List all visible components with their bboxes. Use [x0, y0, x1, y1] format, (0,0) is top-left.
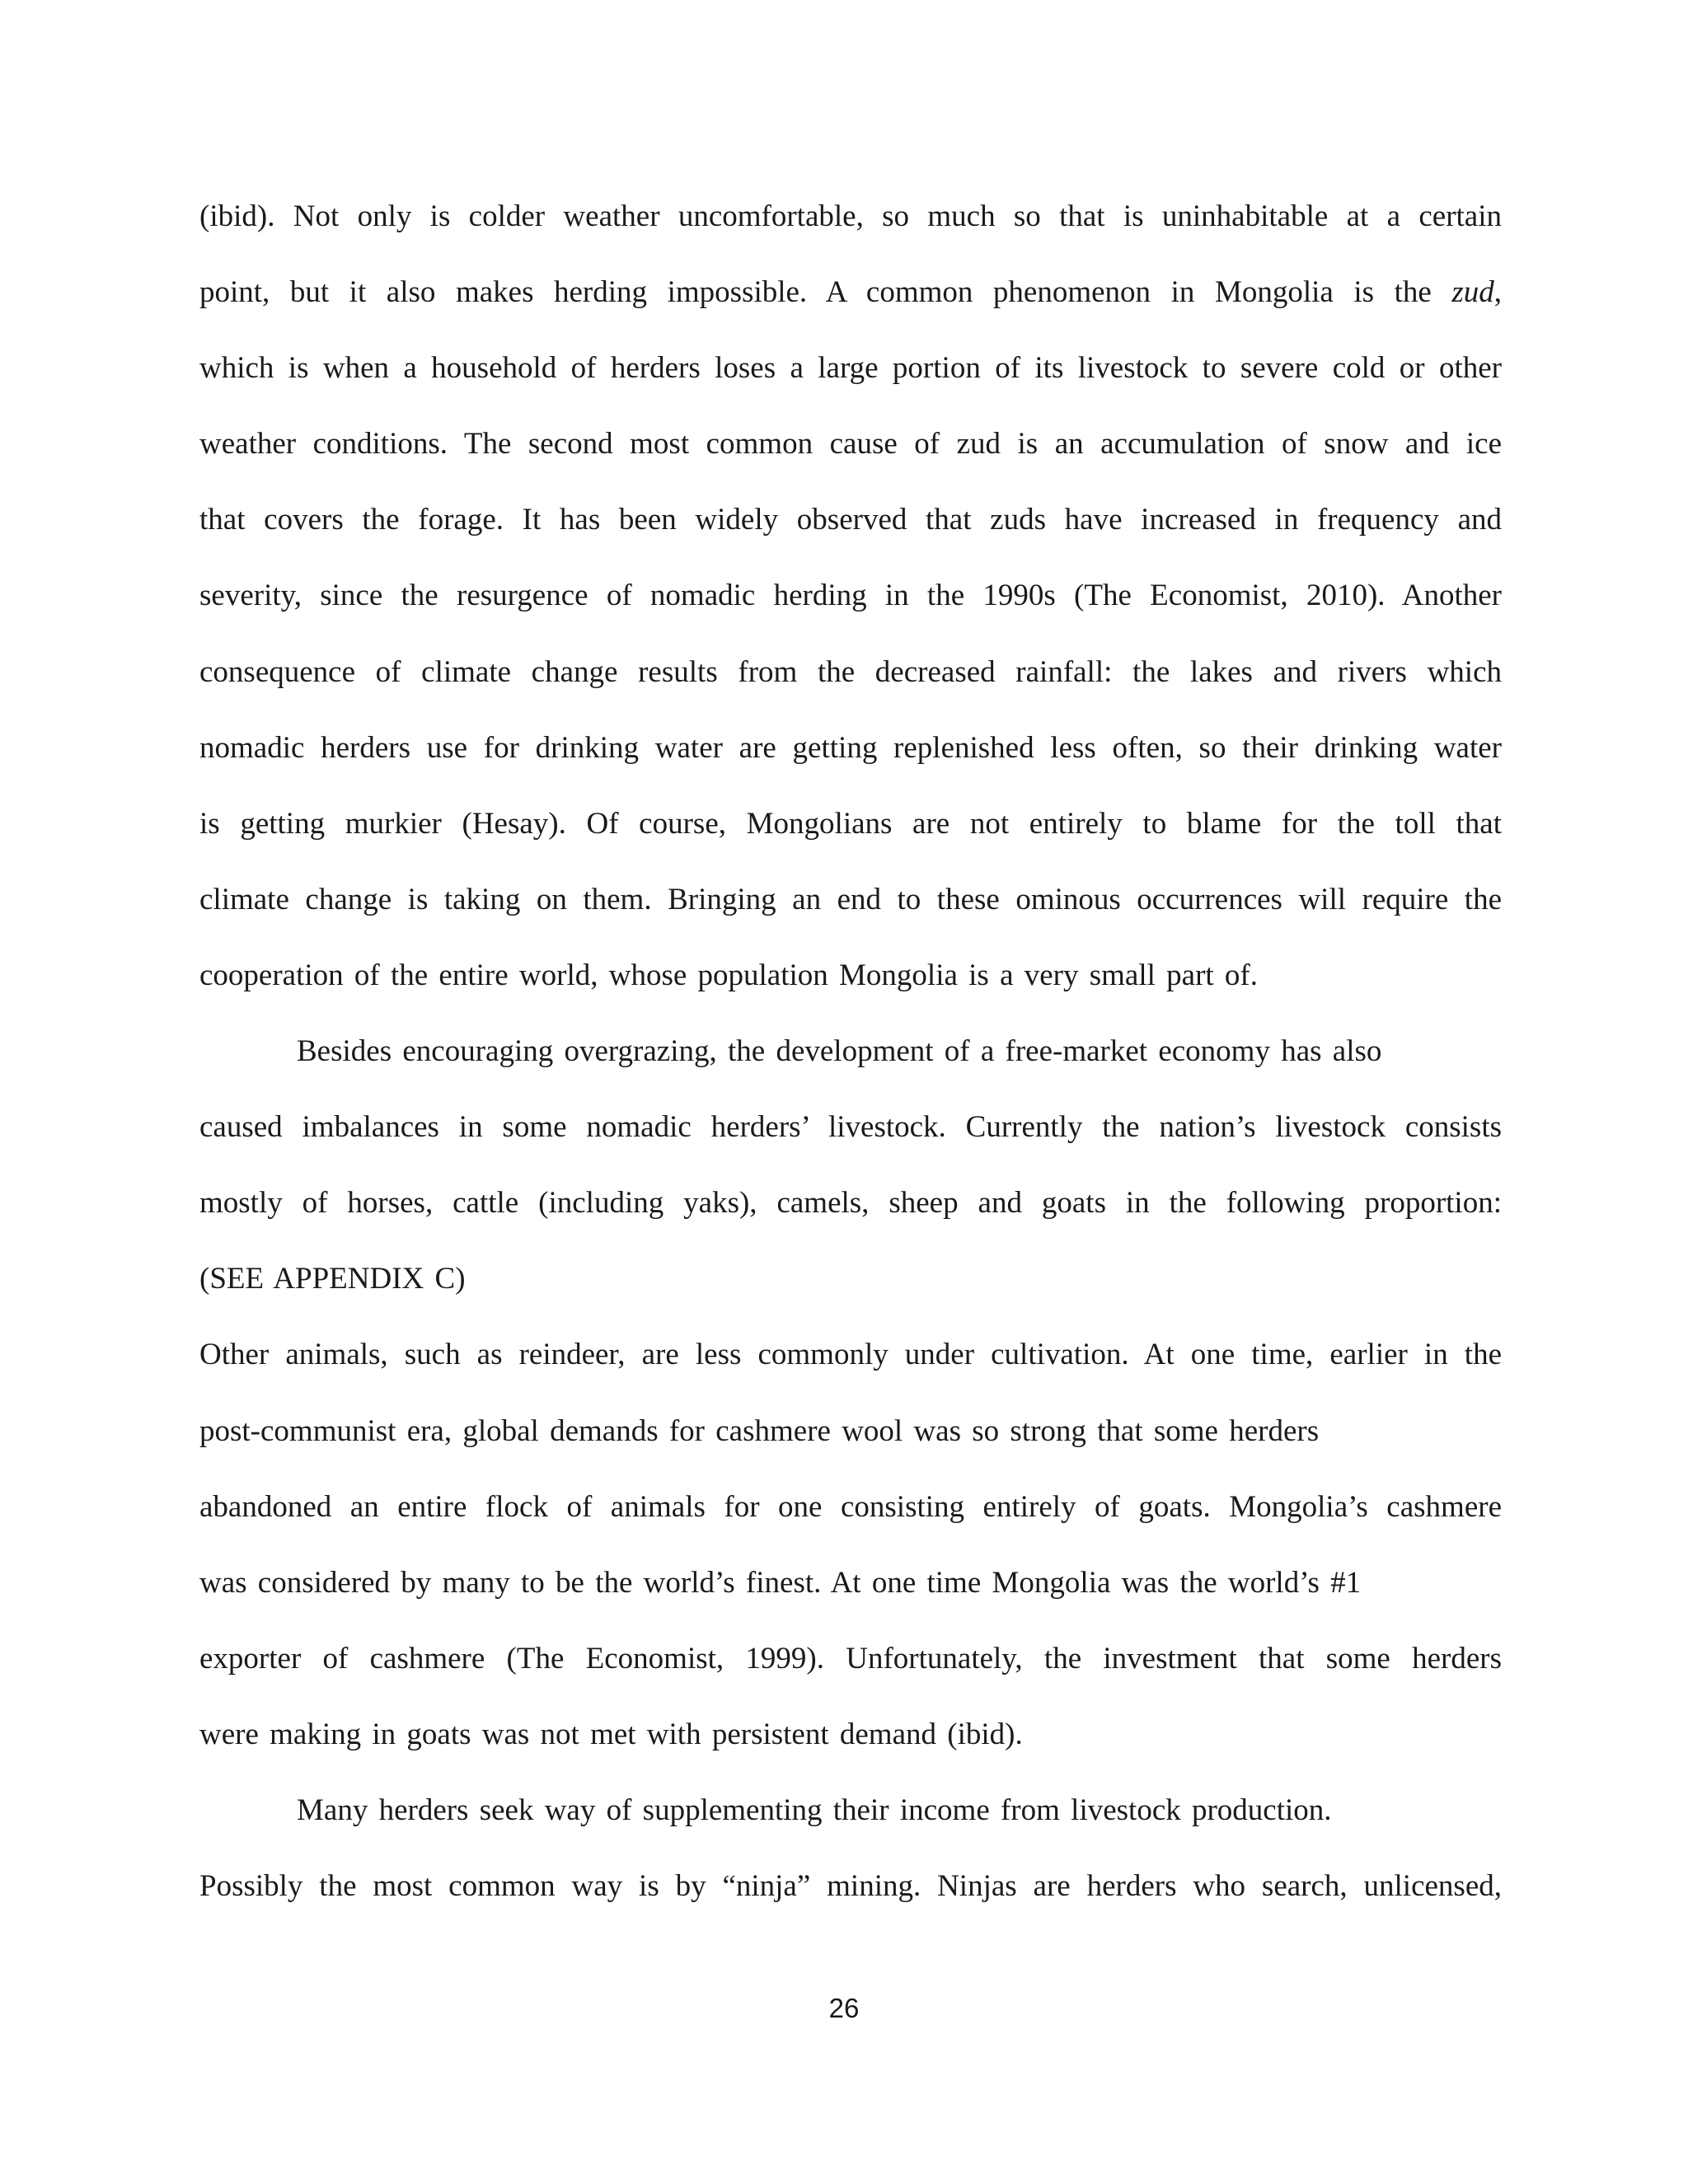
text-line: abandoned an entire flock of animals for one consisting entirely of goats. Mongolia’s cashmere: [199, 1489, 1502, 1524]
text-segment: point, but it also makes herding impossible. A common phenomenon in Mongolia is the: [199, 275, 1452, 310]
text-line: was considered by many to be the world’s finest. At one time Mongolia was the world’s #1: [199, 1565, 1362, 1600]
text-line: cooperation of the entire world, whose population Mongolia is a very small part of.: [199, 958, 1259, 992]
text-line: that covers the forage. It has been widely observed that zuds have increased in frequency and: [199, 503, 1502, 537]
text-line: caused imbalances in some nomadic herders’ livestock. Currently the nation’s livestock consists: [199, 1110, 1502, 1145]
text-line: severity, since the resurgence of nomadic herding in the 1990s (The Economist, 2010). Another: [199, 579, 1502, 613]
text-line: Possibly the most common way is by “ninja” mining. Ninjas are herders who search, unlicensed,: [199, 1869, 1502, 1904]
text-line: [199, 270, 1502, 346]
text-line: exporter of cashmere (The Economist, 1999). Unfortunately, the investment that some herders: [199, 1641, 1502, 1675]
text-line: Other animals, such as reindeer, are less commonly under cultivation. At one time, earlier in the: [199, 1338, 1502, 1372]
text-line: mostly of horses, cattle (including yaks), camels, sheep and goats in the following proportion:: [199, 1186, 1502, 1221]
text-segment: ,: [1493, 275, 1502, 310]
text-line: Besides encouraging overgrazing, the development of a free-market economy has also: [297, 1034, 1382, 1069]
text-line: weather conditions. The second most common cause of zud is an accumulation of snow and ice: [199, 427, 1502, 462]
text-line: consequence of climate change results from the decreased rainfall: the lakes and rivers which: [199, 654, 1502, 689]
text-line: which is when a household of herders loses a large portion of its livestock to severe cold or other: [199, 351, 1502, 386]
text-line: (ibid). Not only is colder weather uncomfortable, so much so that is uninhabitable at a certain: [199, 199, 1502, 233]
appendix-reference: (SEE APPENDIX C): [199, 1262, 466, 1296]
text-line: Many herders seek way of supplementing their income from livestock production.: [297, 1793, 1332, 1827]
text-line: climate change is taking on them. Bringing an end to these ominous occurrences will require the: [199, 882, 1502, 916]
page-number: 26: [828, 1993, 860, 2023]
text-line: were making in goats was not met with persistent demand (ibid).: [199, 1717, 1023, 1751]
text-line: nomadic herders use for drinking water are getting replenished less often, so their drinking water: [199, 730, 1502, 765]
text-line: is getting murkier (Hesay). Of course, Mongolians are not entirely to blame for the toll that: [199, 806, 1502, 841]
text-line: post-communist era, global demands for cashmere wool was so strong that some herders: [199, 1413, 1320, 1448]
italic-term: zud: [1451, 275, 1494, 310]
body-text: [199, 194, 1502, 1940]
